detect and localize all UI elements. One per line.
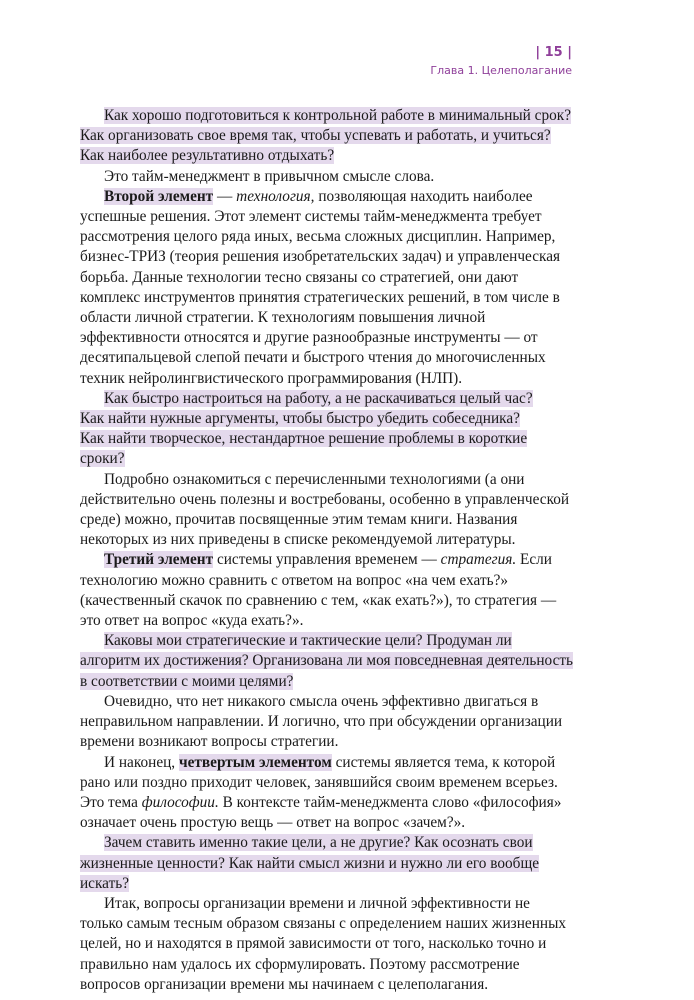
chapter-title: Глава 1. Целеполагание	[430, 64, 572, 77]
highlighted-question: Как найти нужные аргументы, чтобы быстро убедить собеседника?	[80, 410, 520, 428]
highlighted-question: Как наиболее результативно отдыхать?	[80, 147, 335, 165]
question-block-time	[80, 106, 575, 126]
question-line	[80, 146, 575, 166]
highlighted-question: Как быстро настроиться на работу, а не раскачиваться целый час?	[104, 389, 533, 407]
running-header	[430, 44, 572, 80]
highlighted-question: Как найти творческое, нестандартное решение проблемы в короткие сроки?	[80, 430, 528, 468]
key-term: Третий элемент	[104, 551, 214, 569]
emphasis: технология,	[236, 187, 315, 205]
emphasis: стратегия.	[440, 551, 517, 569]
highlighted-question: Как организовать свое время так, чтобы успевать и работать, и учиться?	[80, 127, 551, 145]
highlighted-question: Зачем ставить именно такие цели, а не другие? Как осознать свои жизненные ценности? Как найти смысл жизни и нужно ли его вообще искать?	[80, 834, 540, 892]
emphasis: философии.	[141, 793, 219, 811]
highlighted-question: Как хорошо подготовиться к контрольной работе в минимальный срок?	[104, 107, 571, 124]
paragraph-fourth-element: И наконец, четвертым элементом системы является тема, к которой рано или поздно приходит человек, занявшийся своим временем всерьез. Это тема философии. В контексте тайм-менеджмента слово «философия» означает очень простую вещь — ответ на вопрос «зачем?».	[80, 753, 562, 832]
paragraph-third-element: Третий элемент системы управления временем — стратегия. Если технологию можно сравнить с ответом на вопрос «на чем ехать?» (качественный скачок по сравнению с тем, «как ехать?»), то стратегия — это ответ на вопрос «куда ехать?».	[80, 551, 557, 630]
paragraph: Подробно ознакомиться с перечисленными технологиями (а они действительно очень полезны и востребованы, особенно в управленческой среде) можно, прочитав посвященные этим темам книги. Названия некоторых из них приведены в списке рекомендуемой литературы.	[80, 470, 570, 549]
question-line	[80, 126, 575, 146]
key-term: Второй элемент	[104, 187, 214, 205]
body-text	[80, 106, 575, 995]
page-number: | 15 |	[535, 45, 572, 60]
key-term: четвертым элементом	[178, 753, 332, 771]
paragraph-second-element: Второй элемент — технология, позволяющая находить наиболее успешные решения. Этот элемент системы тайм-менеджмента требует рассмотрения целого ряда иных, весьма сложных дисциплин. Например, бизнес-ТРИЗ (теория решения изобретательских задач) и управленческая борьба. Данные технологии тесно связаны со стратегией, они дают комплекс инструментов принятия стратегических решений, в том числе в области личной стратегии. К технологиям повышения личной эффективности относятся и другие разнообразные инструменты — от десятипальцевой слепой печати и быстрого чтения до многочисленных техник нейролингвистического программирования (НЛП).	[80, 187, 561, 387]
question-block-philosophy	[80, 833, 575, 894]
paragraph: Итак, вопросы организации времени и личной эффективности не только самым тесным образом связаны с определением наших жизненных целей, но и находятся в прямой зависимости от того, насколько точно и правильно нам удалось их сформулировать. Поэтому рассмотрение вопросов организации времени мы начинаем с целеполагания.	[80, 894, 566, 993]
highlighted-question: Каковы мои стратегические и тактические цели? Продуман ли алгоритм их достижения? Организована ли моя повседневная деятельность в соответствии с моими целями?	[80, 632, 574, 690]
question-line	[80, 429, 575, 469]
question-block-technology	[80, 389, 575, 409]
question-block-strategy	[80, 631, 575, 692]
question-line	[80, 409, 575, 429]
paragraph: Очевидно, что нет никакого смысла очень эффективно двигаться в неправильном направлении. И логично, что при обсуждении организации времени возникают вопросы стратегии.	[80, 692, 563, 751]
paragraph: Это тайм-менеджмент в привычном смысле слова.	[104, 167, 435, 185]
